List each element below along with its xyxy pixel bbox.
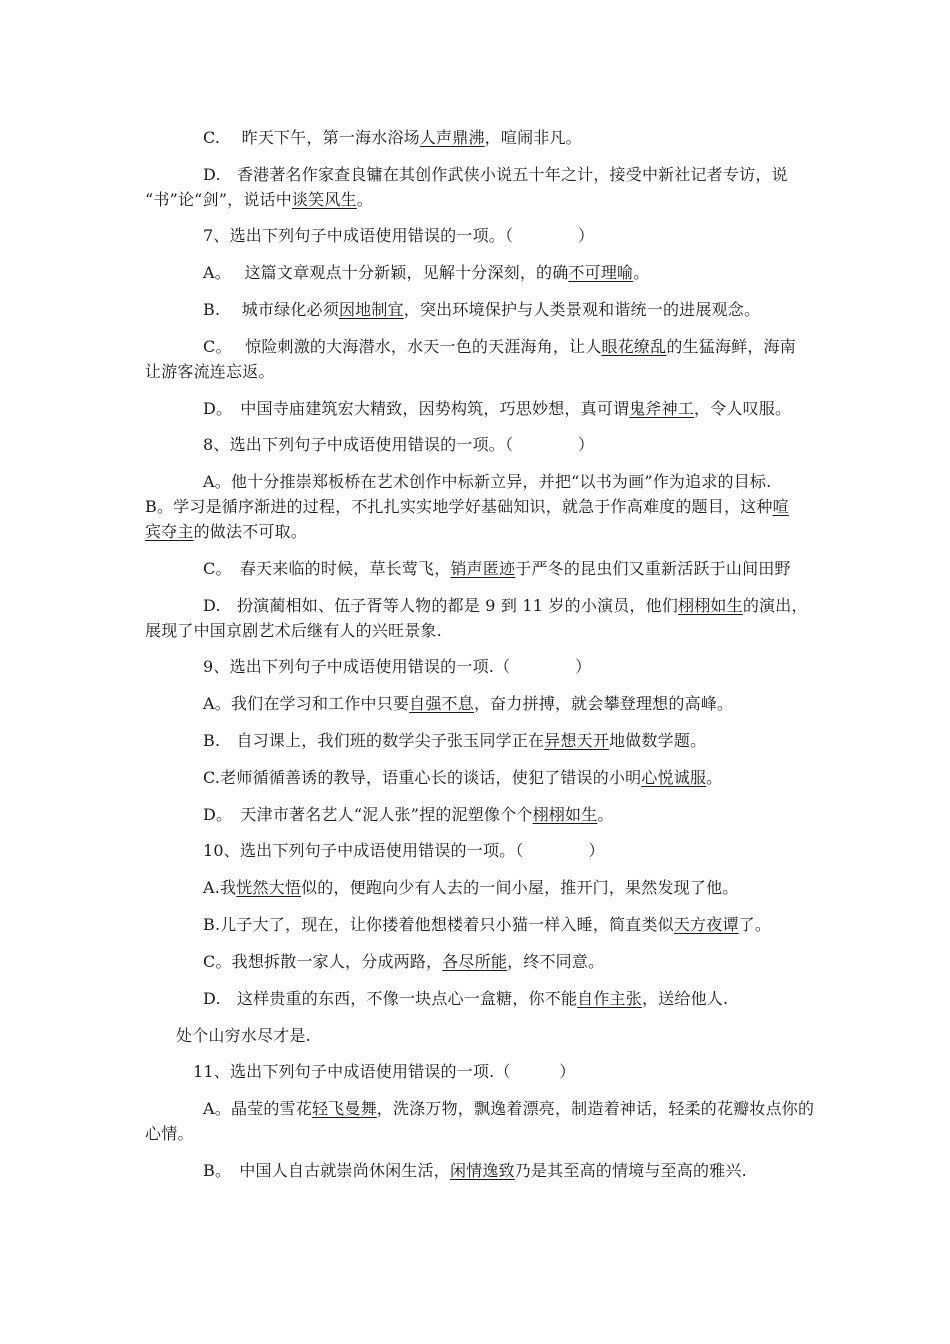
text-segment: C.老师循循善诱的教导，语重心长的谈话，使犯了错误的小明 [203,768,642,787]
underlined-idiom: 自强不息 [409,694,474,713]
underlined-idiom: 人声鼎沸 [419,128,485,147]
q11-option-a-line2 [145,1124,194,1144]
q8-stem [203,435,594,455]
text-segment: 让游客流连忘返。 [145,362,275,381]
text-segment: 心情。 [145,1124,194,1143]
q9-option-c [203,768,722,788]
q7-stem [203,226,594,246]
text-segment: 。 [597,805,614,824]
text-segment: 乃是其至高的情境与至高的雅兴. [514,1161,747,1180]
text-segment: B。学习是循序渐进的过程，不扎扎实实地学好基础知识，就急于作高难度的题目，这种 [145,497,773,516]
text-segment: A。我们在学习和工作中只要 [203,694,410,713]
underlined-idiom: 栩栩如生 [532,805,598,824]
q9-option-a [203,694,733,714]
underlined-idiom: 心悦诚服 [641,768,707,787]
text-segment: B。 中国人自古就崇尚休闲生活， [203,1161,450,1180]
underlined-idiom: 栩栩如生 [678,596,743,615]
q7-option-c-line1 [203,337,796,357]
q7-option-a [203,263,649,283]
text-segment: C. 昨天下午，第一海水浴场 [203,128,420,147]
q9-option-d [203,805,614,825]
q8-option-b-line2 [145,522,307,542]
underlined-idiom: 宾夺主 [145,522,194,541]
underlined-idiom: 天方夜谭 [673,915,739,934]
q10-option-b [203,915,771,935]
text-segment: ，令人叹服。 [694,399,792,418]
text-segment: 展现了中国京剧艺术后继有人的兴旺景象. [145,621,442,640]
text-segment: “书”论“剑”，说话中 [145,190,292,209]
q11-option-b [203,1161,747,1181]
text-segment: D. 香港著名作家查良镛在其创作武侠小说五十年之计，接受中新社记者专访，说 [203,165,788,184]
q10-stem [203,841,605,861]
text-segment: 的做法不可取。 [193,522,308,541]
q9-stem [203,657,591,677]
underlined-idiom: 自作主张 [577,989,642,1008]
text-segment: 。 [356,190,373,209]
text-segment: A。他十分推崇郑板桥在艺术创作中标新立异，并把“以书为画”作为追求的目标. [203,472,772,491]
q8-option-d-line1 [203,596,808,616]
text-segment: ，送给他人. [641,989,729,1008]
text-segment: D. 这样贵重的东西，不像一块点心一盒糖，你不能 [203,989,578,1008]
text-segment: C。 春天来临的时候，草长莺飞， [203,559,451,578]
q7-option-d [203,399,791,419]
q10-option-d [203,989,728,1009]
text-segment: C。我想拆散一家人，分成两路， [203,952,443,971]
q8-option-a [203,472,771,492]
text-segment: 11、选出下列句子中成语使用错误的一项.（ ） [193,1062,576,1081]
underlined-idiom: 恍然大悟 [236,878,302,897]
text-segment: 似的，便跑向少有人去的一间小屋，推开门，果然发现了他。 [301,878,739,897]
text-segment: ，奋力拼搏，就会攀登理想的高峰。 [473,694,734,713]
text-segment: C。 惊险刺激的大海潜水，水天一色的天涯海角，让人 [203,337,602,356]
q7-option-b [203,300,760,320]
underlined-idiom: 销声匿迹 [450,559,516,578]
underlined-idiom: 异想天开 [544,731,610,750]
q8-option-c [203,559,791,579]
text-segment: A。晶莹的雪花 [203,1099,312,1118]
text-segment: ，洗涤万物，飘逸着漂亮，制造着神话，轻柔的花瓣妆点你的 [376,1099,815,1118]
text-segment: A。 这篇文章观点十分新颖，见解十分深刻，的确 [203,263,569,282]
text-segment: 8、选出下列句子中成语使用错误的一项。（ ） [203,435,595,454]
underlined-idiom: 鬼斧神工 [629,399,695,418]
q11-option-a-line1 [203,1099,814,1119]
text-segment: 。 [706,768,723,787]
underlined-idiom: 各尽所能 [442,952,508,971]
text-segment: B.儿子大了，现在，让你搂着他想楼着只小猫一样入睡，简直类似 [203,915,674,934]
text-segment: 7、选出下列句子中成语使用错误的一项。（ ） [203,226,595,245]
text-segment: ，喧闹非凡。 [484,128,582,147]
q9-option-b [203,731,706,751]
underlined-idiom: 谈笑风生 [291,190,357,209]
q8-option-b-line1 [145,497,789,517]
underlined-idiom: 闲情逸致 [449,1161,515,1180]
text-segment: A.我 [203,878,237,897]
q7-option-c-line2 [145,362,275,382]
text-segment: 的生猛海鲜，海南 [666,337,796,356]
underlined-idiom: 喧 [772,497,789,516]
q11-stem [193,1062,575,1082]
q10-option-c [203,952,604,972]
underlined-idiom: 不可理喻 [568,263,634,282]
text-segment: 9、选出下列句子中成语使用错误的一项.（ ） [203,657,592,676]
q6-option-c [203,128,582,148]
text-segment: ，突出环境保护与人类景观和谐统一的进展观念。 [403,300,761,319]
underlined-idiom: 因地制宜 [338,300,404,319]
text-segment: 处个山穷水尽才是. [176,1026,311,1045]
text-segment: 地做数学题。 [609,731,707,750]
orphan-text-line [176,1026,311,1046]
text-segment: D。 中国寺庙建筑宏大精致，因势构筑，巧思妙想，真可谓 [203,399,630,418]
text-segment: D. 扮演蔺相如、伍子胥等人物的都是 9 到 11 岁的小演员，他们 [203,596,679,615]
q10-option-a [203,878,738,898]
text-segment: 。 [633,263,650,282]
text-segment: D。 天津市著名艺人“泥人张”捏的泥塑像个个 [203,805,533,824]
underlined-idiom: 眼花缭乱 [601,337,667,356]
text-segment: 了。 [738,915,772,934]
text-segment: B. 城市绿化必须 [203,300,339,319]
underlined-idiom: 轻飞曼舞 [311,1099,377,1118]
q8-option-d-line2 [145,621,442,641]
text-segment: 于严冬的昆虫们又重新活跃于山间田野 [515,559,791,578]
text-segment: ，终不同意。 [507,952,605,971]
q6-option-d-line2 [145,190,373,210]
q6-option-d-line1 [203,165,788,185]
text-segment: B. 自习课上，我们班的数学尖子张玉同学正在 [203,731,545,750]
text-segment: 的演出， [742,596,808,615]
text-segment: 10、选出下列句子中成语使用错误的一项。（ ） [203,841,605,860]
